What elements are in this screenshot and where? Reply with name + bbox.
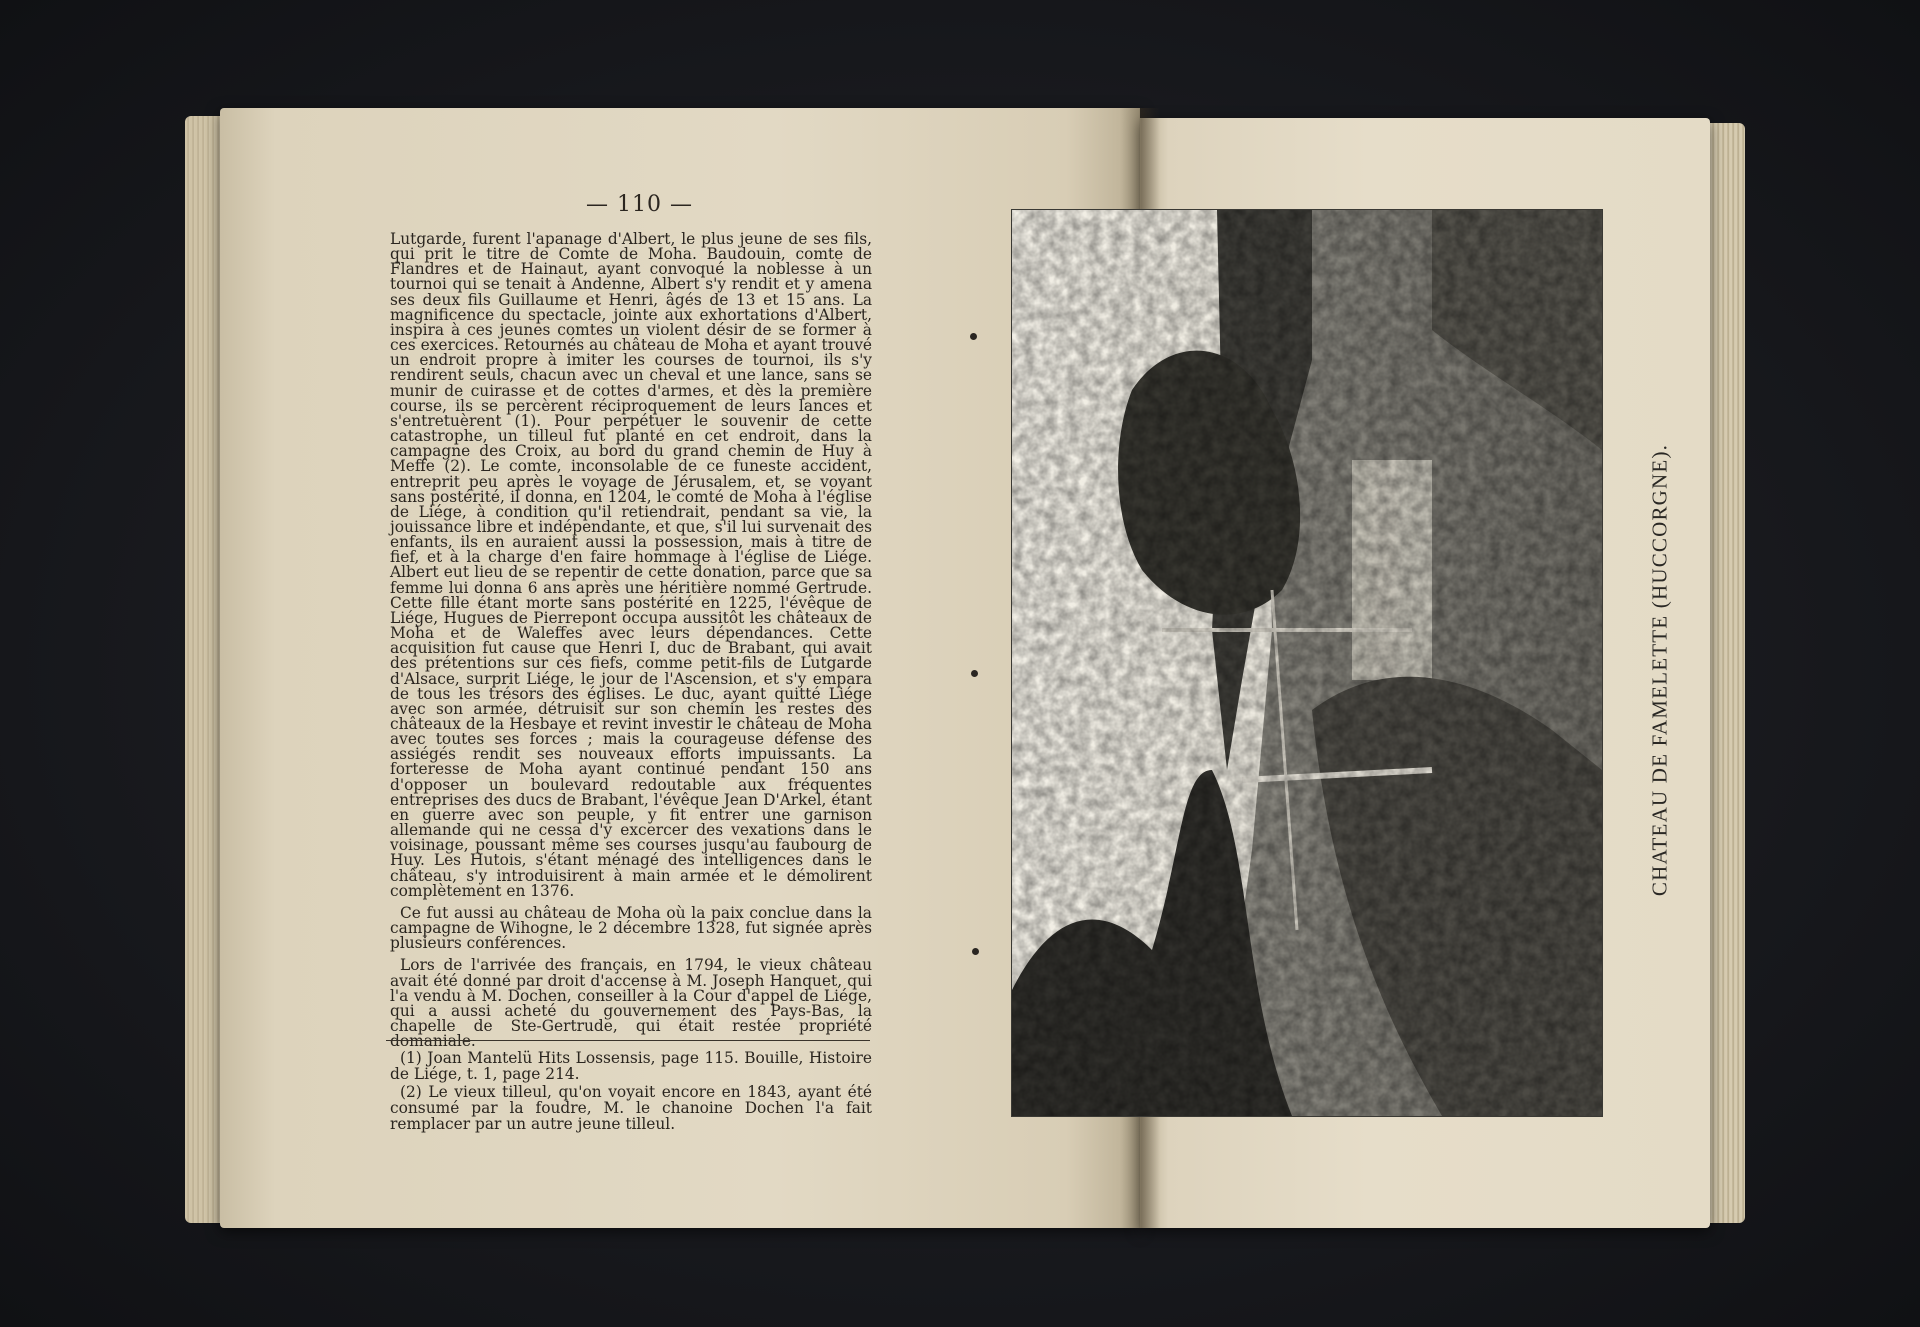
footnotes bbox=[390, 1050, 872, 1132]
body-text bbox=[390, 232, 872, 1049]
sewing-hole bbox=[971, 670, 978, 677]
footnote: (2) Le vieux tilleul, qu'on voyait encore en 1843, ayant été consumé par la foudre, M. le chanoine Dochen l'a fait remplacer par un autre jeune tilleul. bbox=[390, 1083, 872, 1133]
photo-caption bbox=[1646, 440, 1674, 900]
sewing-hole bbox=[970, 333, 977, 340]
paragraph: Ce fut aussi au château de Moha où la paix conclue dans la campagne de Wihogne, le 2 décembre 1328, fut signée après plusieurs conférences. bbox=[390, 903, 872, 953]
footnote: (1) Joan Mantelü Hits Lossensis, page 115. Bouille, Histoire de Liége, t. 1, page 214. bbox=[390, 1049, 872, 1083]
photo-border bbox=[1012, 210, 1602, 1116]
sewing-hole bbox=[972, 948, 979, 955]
paragraph: Lutgarde, furent l'apanage d'Albert, le plus jeune de ses fils, qui prit le titre de Comte de Moha. Baudouin, comte de Flandres et de Hainaut, ayant convoqué la noblesse à un tournoi qui se tenait à Andenne, Albert s'y rendit et y amena ses deux fils Guillaume et Henri, âgés de 13 et 15 ans. La magnificence du spectacle, jointe aux exhortations d'Albert, inspira à ces jeunes comtes un violent désir de se former à ces exercices. Retournés au château de Moha et ayant trouvé un endroit propre à imiter les courses de tournoi, ils s'y rendirent seuls, chacun avec un cheval et une lance, sans se munir de cuirasse et de cottes d'armes, et dès la première course, ils se percèrent réciproquement de leurs lances et s'entretuèrent (1). Pour perpétuer le souvenir de cette catastrophe, un tilleul fut planté en cet endroit, dans la campagne des Croix, au bord du grand chemin de Huy à Meffe (2). Le comte, inconsolable de ce funeste accident, entreprit peu après le voyage de Jérusalem, et, se voyant sans postérité, il donna, en 1204, le comté de Moha à l'église de Liége, à condition qu'il retiendrait, pendant sa vie, la jouissance libre et indépendante, et que, s'il lui survenait des enfants, ils en auraient aussi la possession, mais à titre de fief, et à la charge d'en faire hommage à l'église de Liége. Albert eut lieu de se repentir de cette donation, parce que sa femme lui donna 6 ans après une héritière nommé Gertrude. Cette fille étant morte sans postérité en 1225, l'évêque de Liége, Hugues de Pierrepont occupa aussitôt les châteaux de Moha et de Waleffes avec leurs dépendances. Cette acquisition fut cause que Henri I, duc de Brabant, qui avait des prétentions sur ces fiefs, comme petit-fils de Lutgarde d'Alsace, surprit Liége, le jour de l'Ascension, et s'y empara de tous les trésors des églises. Le duc, ayant quitté Liége avec son armée, détruisit sur son chemin les restes des châteaux de la Hesbaye et revint investir le château de Moha avec toutes ses forces ; mais la courageuse défense des assiégés rendit ses nouveaux efforts impuissants. La forteresse de Moha ayant continué pendant 150 ans d'opposer un boulevard redoutable aux fréquentes entreprises des ducs de Brabant, l'évêque Jean D'Arkel, étant en guerre avec son peuple, y fit entrer une garnison allemande qui ne cessa d'y excercer des vexations dans le voisinage, poussant même ses courses jusqu'au faubourg de Huy. Les Hutois, s'étant ménagé des intelligences dans le château, s'y introduisirent à main armée et le démolirent complètement en 1376. bbox=[390, 230, 872, 900]
footnote-divider bbox=[386, 1040, 870, 1041]
paragraph: Lors de l'arrivée des français, en 1794, le vieux château avait été donné par droit d'accense à M. Joseph Hanquet, qui l'a vendu à M. Dochen, conseiller à la Cour d'appel de Liége, qui a aussi acheté du gouvernement des Pays-Bas, la chapelle de Ste-Gertrude, qui était restée propriété domaniale. bbox=[390, 956, 872, 1051]
caption-text: CHATEAU DE FAMELETTE (HUCCORGNE). bbox=[1647, 443, 1672, 897]
page-number: — 110 — bbox=[586, 192, 693, 217]
